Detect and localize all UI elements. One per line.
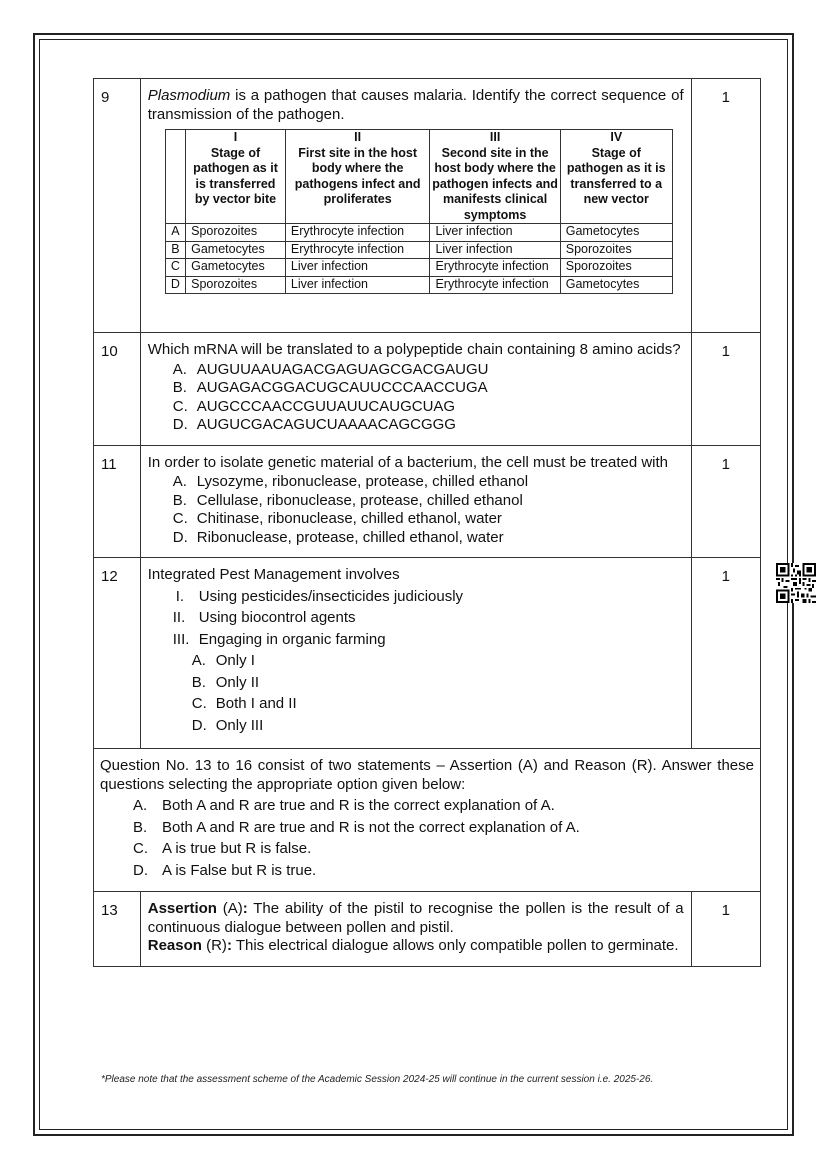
table-cell: Sporozoites — [186, 276, 286, 294]
table-cell: Erythrocyte infection — [285, 224, 430, 242]
question-row-13 — [94, 892, 761, 967]
footnote: *Please note that the assessment scheme of the Academic Session 2024-25 will continue in the current session i.e. 2025-26. — [101, 1074, 654, 1085]
option-a: A. Both A and R are true and R is the correct explanation of A. — [133, 797, 555, 814]
question-text: Which mRNA will be translated to a polypeptide chain containing 8 amino acids? — [147, 341, 681, 358]
question-text: Plasmodium is a pathogen that causes malaria. Identify the correct sequence of transmission of the pathogen. — [147, 87, 684, 123]
table-cell: Liver infection — [430, 224, 560, 242]
question-number: 13 — [94, 892, 141, 967]
question-number: 12 — [94, 558, 141, 749]
option-d: D. A is False but R is true. — [133, 861, 317, 879]
question-body — [140, 445, 691, 558]
question-text: Integrated Pest Management involves — [147, 566, 400, 583]
table-cell: Liver infection — [430, 241, 560, 259]
transmission-table — [165, 129, 673, 294]
question-number: 10 — [94, 333, 141, 446]
italic-term: Plasmodium — [147, 87, 231, 104]
marks: 1 — [691, 558, 760, 749]
question-number: 11 — [94, 445, 141, 558]
row-letter: C — [165, 259, 185, 277]
question-table — [93, 78, 761, 967]
marks: 1 — [691, 333, 760, 446]
options-list — [148, 473, 684, 547]
table-cell: Erythrocyte infection — [430, 276, 560, 294]
transmission-table-header — [165, 130, 672, 224]
option-c: C. AUGCCCAACCGUUAUUCAUGCUAG — [172, 397, 456, 415]
row-letter: D — [165, 276, 185, 294]
qr-code-icon — [776, 563, 816, 603]
table-cell: Gametocytes — [186, 259, 286, 277]
option-a: A. Only I — [191, 652, 255, 669]
question-row-12 — [94, 558, 761, 749]
question-row-11 — [94, 445, 761, 558]
options-list — [148, 652, 684, 735]
table-cell: Sporozoites — [186, 224, 286, 242]
table-cell: Liver infection — [285, 276, 430, 294]
table-cell: Gametocytes — [560, 276, 672, 294]
header-col-2: II First site in the host body where the pathogens infect and proliferates — [285, 130, 430, 224]
option-b: B. Both A and R are true and R is not the correct explanation of A. — [133, 818, 580, 836]
assertion: Assertion (A): The ability of the pistil to recognise the pollen is the result of a continuous dialogue between pollen and pistil. — [147, 900, 684, 936]
statement-item: III. Engaging in organic farming — [172, 630, 386, 648]
row-letter: B — [165, 241, 185, 259]
option-b: B. Only II — [191, 673, 260, 691]
question-row-9 — [94, 79, 761, 333]
option-d: D. Only III — [191, 716, 264, 734]
instructions-text: Question No. 13 to 16 consist of two statements – Assertion (A) and Reason (R). Answer these questions selecting the appropriate option given below: — [100, 757, 754, 793]
statement-item: I. Using pesticides/insecticides judiciously — [175, 587, 464, 605]
option-c: C. A is true but R is false. — [133, 840, 312, 857]
assertion-reason-instructions — [94, 749, 761, 892]
table-row — [165, 276, 672, 294]
question-body — [140, 333, 691, 446]
row-letter: A — [165, 224, 185, 242]
table-cell: Erythrocyte infection — [285, 241, 430, 259]
option-a: A. AUGUUAAUAGACGAGUAGCGACGAUGU — [172, 360, 489, 378]
table-row — [165, 241, 672, 259]
reason: Reason (R): This electrical dialogue allows only compatible pollen to germinate. — [147, 937, 679, 954]
options-list — [148, 361, 684, 435]
instructions-cell — [94, 749, 761, 892]
question-number: 9 — [94, 79, 141, 333]
instructions-options — [100, 797, 754, 880]
table-row — [165, 224, 672, 242]
marks: 1 — [691, 79, 760, 333]
header-col-3: III Second site in the host body where the pathogen infects and manifests clinical symptoms — [430, 130, 560, 224]
marks: 1 — [691, 445, 760, 558]
table-row — [165, 259, 672, 277]
question-row-10 — [94, 333, 761, 446]
option-b: B. Cellulase, ribonuclease, protease, chilled ethanol — [172, 491, 523, 509]
header-col-1: I Stage of pathogen as it is transferred by vector bite — [186, 130, 286, 224]
option-b: B. AUGAGACGGACUGCAUUCCCAACCUGA — [172, 379, 488, 396]
option-a: A. Lysozyme, ribonuclease, protease, chilled ethanol — [172, 473, 529, 490]
statements-list — [148, 588, 684, 650]
statement-item: II. Using biocontrol agents — [172, 609, 356, 626]
table-cell: Liver infection — [285, 259, 430, 277]
header-blank — [165, 130, 185, 224]
question-body — [140, 79, 691, 333]
table-cell: Sporozoites — [560, 259, 672, 277]
question-body — [140, 558, 691, 749]
option-c: C. Chitinase, ribonuclease, chilled ethanol, water — [172, 510, 502, 527]
table-cell: Erythrocyte infection — [430, 259, 560, 277]
question-body — [140, 892, 691, 967]
question-text: In order to isolate genetic material of a bacterium, the cell must be treated with — [147, 453, 669, 471]
table-cell: Sporozoites — [560, 241, 672, 259]
option-d: D. Ribonuclease, protease, chilled ethanol, water — [172, 528, 504, 546]
table-cell: Gametocytes — [186, 241, 286, 259]
option-c: C. Both I and II — [191, 695, 297, 712]
marks: 1 — [691, 892, 760, 967]
option-d: D. AUGUCGACAGUCUAAAACAGCGGG — [172, 416, 456, 433]
table-cell: Gametocytes — [560, 224, 672, 242]
header-col-4: IV Stage of pathogen as it is transferred to a new vector — [560, 130, 672, 224]
